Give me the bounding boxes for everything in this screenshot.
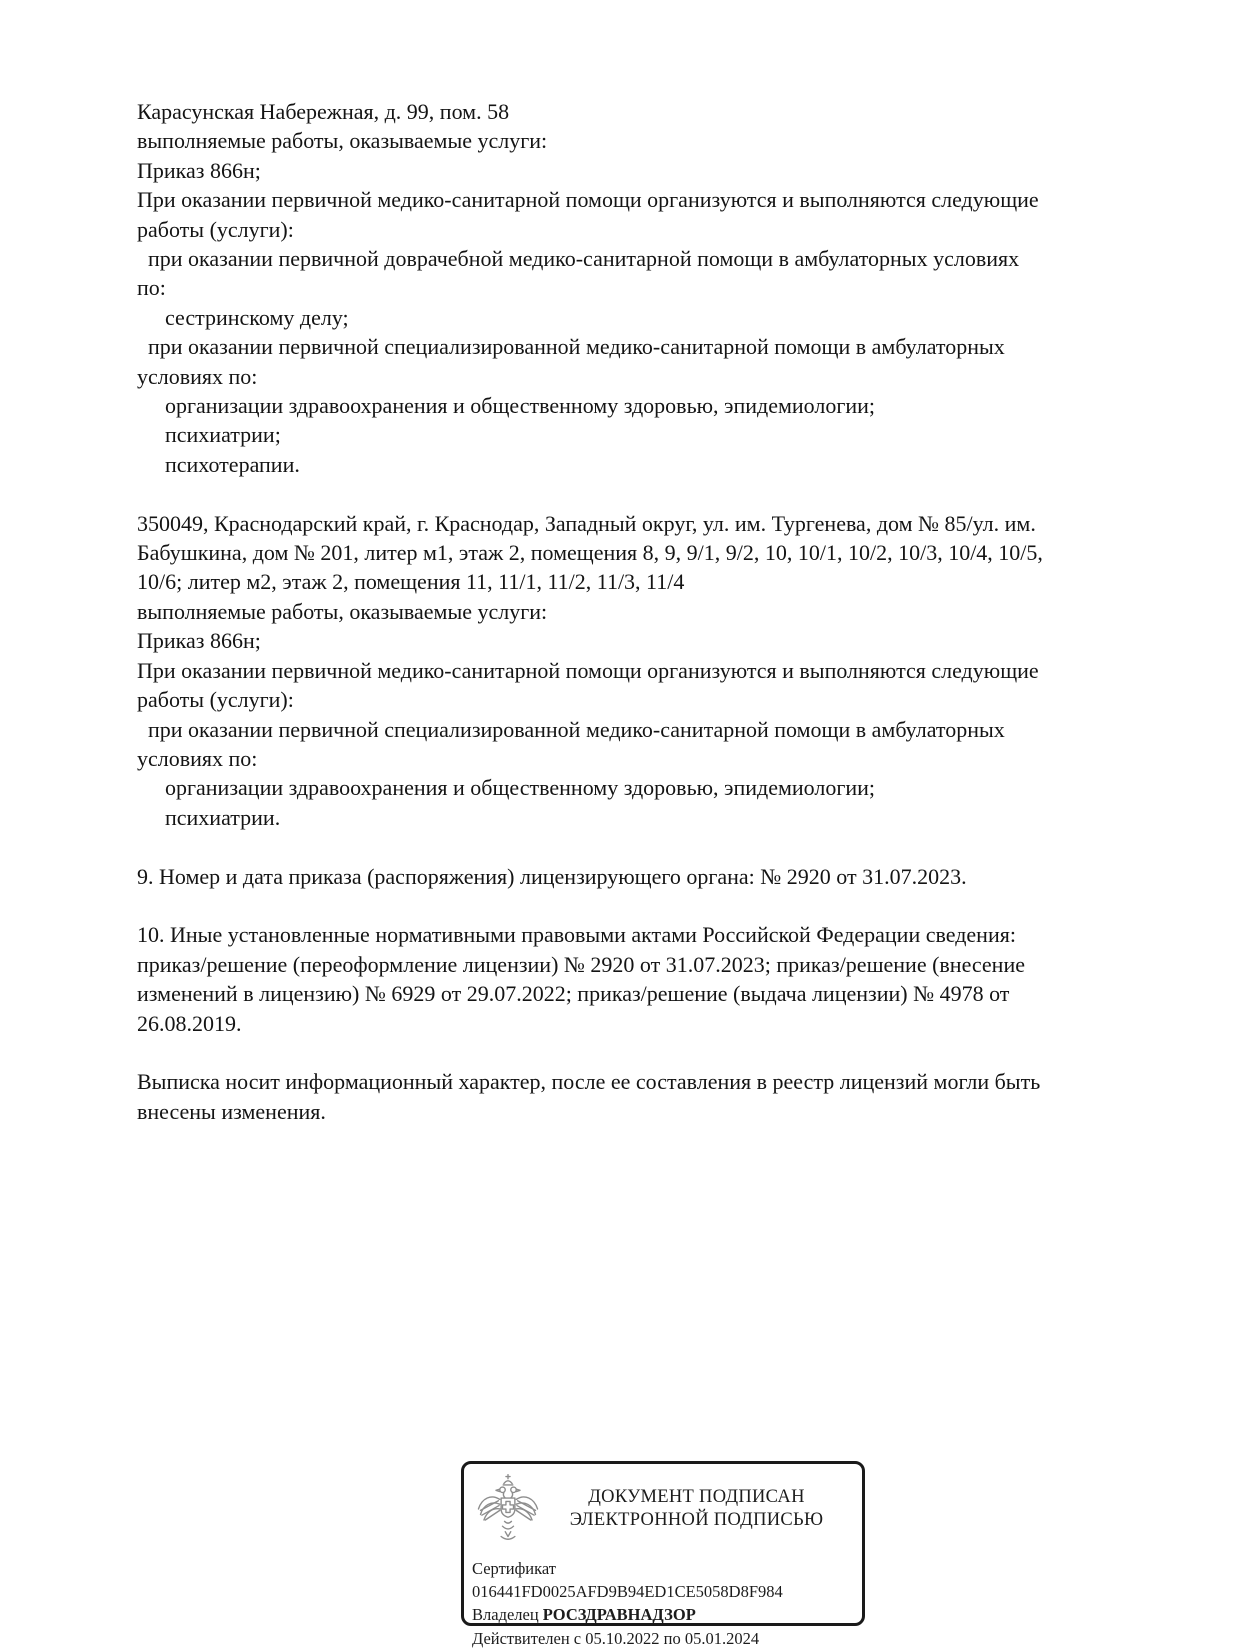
paragraph-gap	[137, 479, 1187, 508]
text-line: при оказании первичной специализированной медико-санитарной помощи в амбулаторных	[148, 334, 1005, 360]
text-line: сестринскому делу;	[165, 304, 349, 330]
paragraph-gap	[137, 832, 1187, 861]
text-line: при оказании первичной доврачебной медико-санитарной помощи в амбулаторных условиях	[148, 246, 1020, 272]
text-line: выполняемые работы, оказываемые услуги:	[137, 128, 548, 154]
text-line: Бабушкина, дом № 201, литер м1, этаж 2, помещения 8, 9, 9/1, 9/2, 10, 10/1, 10/2, 10/3, 10/4, 10/5,	[137, 540, 1043, 566]
text-line: приказ/решение (переоформление лицензии) № 2920 от 31.07.2023; приказ/решение (внесение	[137, 951, 1025, 977]
text-line: 9. Номер и дата приказа (распоряжения) лицензирующего органа: № 2920 от 31.07.2023.	[137, 863, 967, 889]
text-line: Выписка носит информационный характер, после ее составления в реестр лицензий могли быть	[137, 1069, 1041, 1095]
validity-line: Действителен с 05.10.2022 по 05.01.2024	[472, 1628, 760, 1648]
owner-label: Владелец	[472, 1605, 539, 1625]
text-line: При оказании первичной медико-санитарной помощи организуются и выполняются следующие	[137, 657, 1039, 683]
text-line: внесены изменения.	[137, 1098, 326, 1124]
text-line: организации здравоохранения и общественному здоровью, эпидемиологии;	[165, 775, 876, 801]
text-line: выполняемые работы, оказываемые услуги:	[137, 598, 548, 624]
text-line: 10/6; литер м2, этаж 2, помещения 11, 11/1, 11/2, 11/3, 11/4	[137, 569, 685, 595]
text-line: работы (услуги):	[137, 687, 294, 713]
certificate-line	[472, 1557, 852, 1603]
license-extract-text	[137, 97, 1187, 1126]
stamp-title	[541, 1486, 852, 1532]
text-line: условиях по:	[137, 363, 258, 389]
text-line: Приказ 866н;	[137, 157, 261, 183]
stamp-title-line2: ЭЛЕКТРОННОЙ ПОДПИСЬЮ	[569, 1510, 824, 1530]
text-line: 10. Иные установленные нормативными правовыми актами Российской Федерации сведения:	[137, 922, 1016, 948]
text-line: психотерапии.	[165, 451, 300, 477]
text-line: организации здравоохранения и общественному здоровью, эпидемиологии;	[165, 393, 876, 419]
text-line: 26.08.2019.	[137, 1010, 242, 1036]
text-line: 350049, Краснодарский край, г. Краснодар, Западный округ, ул. им. Тургенева, дом № 85/ул. им.	[137, 510, 1036, 536]
electronic-signature-stamp	[461, 1461, 865, 1648]
certificate-value: 016441FD0025AFD9B94ED1CE5058D8F984	[472, 1582, 783, 1602]
text-line: изменений в лицензию) № 6929 от 29.07.2022; приказ/решение (выдача лицензии) № 4978 от	[137, 981, 1010, 1007]
owner-line	[472, 1603, 852, 1626]
text-line: психиатрии;	[165, 422, 281, 448]
stamp-header	[472, 1470, 852, 1548]
text-line: работы (услуги):	[137, 216, 294, 242]
text-line: Карасунская Набережная, д. 99, пом. 58	[137, 99, 510, 124]
certificate-label: Сертификат	[472, 1559, 556, 1578]
owner-value: РОСЗДРАВНАДЗОР	[542, 1605, 696, 1625]
text-line: Приказ 866н;	[137, 628, 261, 654]
text-line: психиатрии.	[165, 804, 281, 830]
roszdravnadzor-eagle-icon	[475, 1472, 541, 1546]
text-line: При оказании первичной медико-санитарной помощи организуются и выполняются следующие	[137, 187, 1039, 213]
paragraph-gap	[137, 1038, 1187, 1067]
text-line: при оказании первичной специализированной медико-санитарной помощи в амбулаторных	[148, 716, 1005, 742]
paragraph-gap	[137, 891, 1187, 920]
text-line: по:	[137, 275, 166, 301]
stamp-details	[472, 1557, 852, 1650]
stamp-title-line1: ДОКУМЕНТ ПОДПИСАН	[588, 1487, 805, 1507]
text-line: условиях по:	[137, 745, 258, 771]
